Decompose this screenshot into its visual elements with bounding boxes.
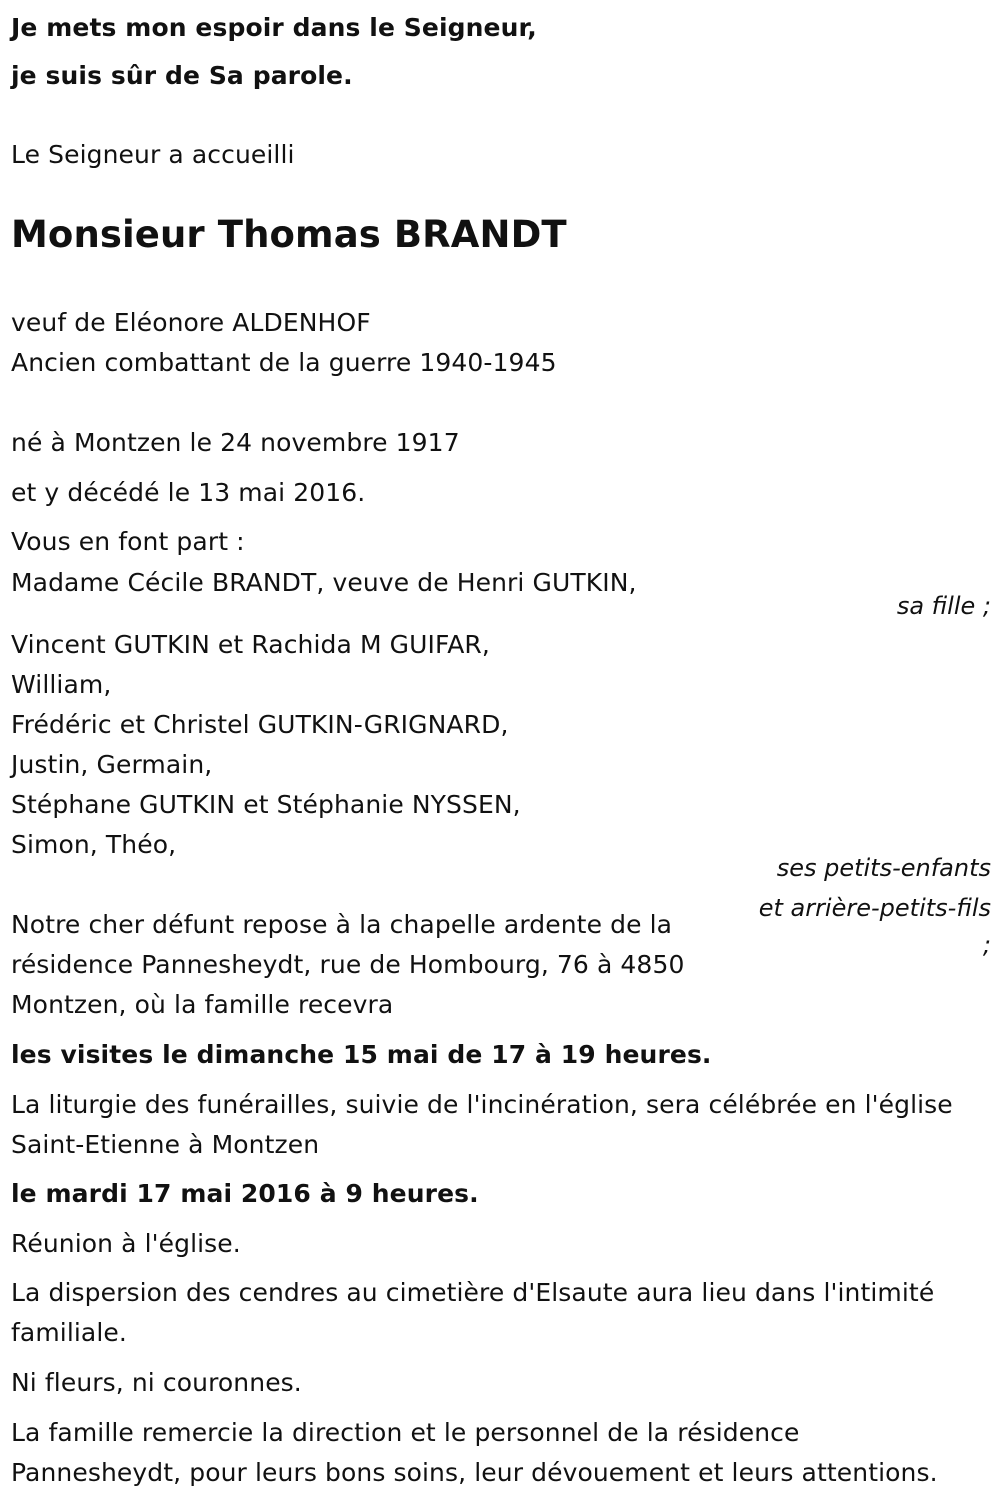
visits-line: les visites le dimanche 15 mai de 17 à 19 heures. xyxy=(11,1040,712,1069)
chapel-line-2: résidence Pannesheydt, rue de Hombourg, 76 à 4850 xyxy=(11,950,685,979)
grandchildren-line: William, xyxy=(11,670,112,699)
deceased-name: Monsieur Thomas BRANDT xyxy=(11,213,567,256)
grandchildren-role-1: ses petits-enfants xyxy=(776,854,991,882)
meeting-line: Réunion à l'église. xyxy=(11,1229,241,1258)
birth-line: né à Montzen le 24 novembre 1917 xyxy=(11,428,460,457)
grandchildren-line: Stéphane GUTKIN et Stéphanie NYSSEN, xyxy=(11,790,521,819)
daughter-line: Madame Cécile BRANDT, veuve de Henri GUTKIN, xyxy=(11,568,637,597)
death-line: et y décédé le 13 mai 2016. xyxy=(11,478,366,507)
verse-line-2: je suis sûr de Sa parole. xyxy=(11,61,353,90)
ashes-line-2: familiale. xyxy=(11,1318,127,1347)
daughter-role: sa fille ; xyxy=(896,592,991,620)
grandchildren-role-2: et arrière-petits-fils xyxy=(758,894,991,922)
verse-line-1: Je mets mon espoir dans le Seigneur, xyxy=(11,13,537,42)
veteran-line: Ancien combattant de la guerre 1940-1945 xyxy=(11,348,557,377)
grandchildren-line: Vincent GUTKIN et Rachida M GUIFAR, xyxy=(11,630,490,659)
spouse-line: veuf de Eléonore ALDENHOF xyxy=(11,308,371,337)
thanks-line-2: Pannesheydt, pour leurs bons soins, leur dévouement et leurs attentions. xyxy=(11,1458,938,1487)
flowers-line: Ni fleurs, ni couronnes. xyxy=(11,1368,302,1397)
thanks-line-1: La famille remercie la direction et le personnel de la résidence xyxy=(11,1418,800,1447)
grandchildren-line: Simon, Théo, xyxy=(11,830,177,859)
liturgy-line-1: La liturgie des funérailles, suivie de l'incinération, sera célébrée en l'église xyxy=(11,1090,953,1119)
announcement-line: Vous en font part : xyxy=(11,527,245,556)
liturgy-line-2: Saint-Etienne à Montzen xyxy=(11,1130,320,1159)
chapel-line-3: Montzen, où la famille recevra xyxy=(11,990,394,1019)
grandchildren-line: Frédéric et Christel GUTKIN-GRIGNARD, xyxy=(11,710,509,739)
ashes-line-1: La dispersion des cendres au cimetière d'Elsaute aura lieu dans l'intimité xyxy=(11,1278,935,1307)
chapel-line-1: Notre cher défunt repose à la chapelle ardente de la xyxy=(11,910,673,939)
grandchildren-role-3: ; xyxy=(982,931,991,959)
liturgy-date: le mardi 17 mai 2016 à 9 heures. xyxy=(11,1179,479,1208)
grandchildren-line: Justin, Germain, xyxy=(11,750,213,779)
intro-text: Le Seigneur a accueilli xyxy=(11,140,295,169)
